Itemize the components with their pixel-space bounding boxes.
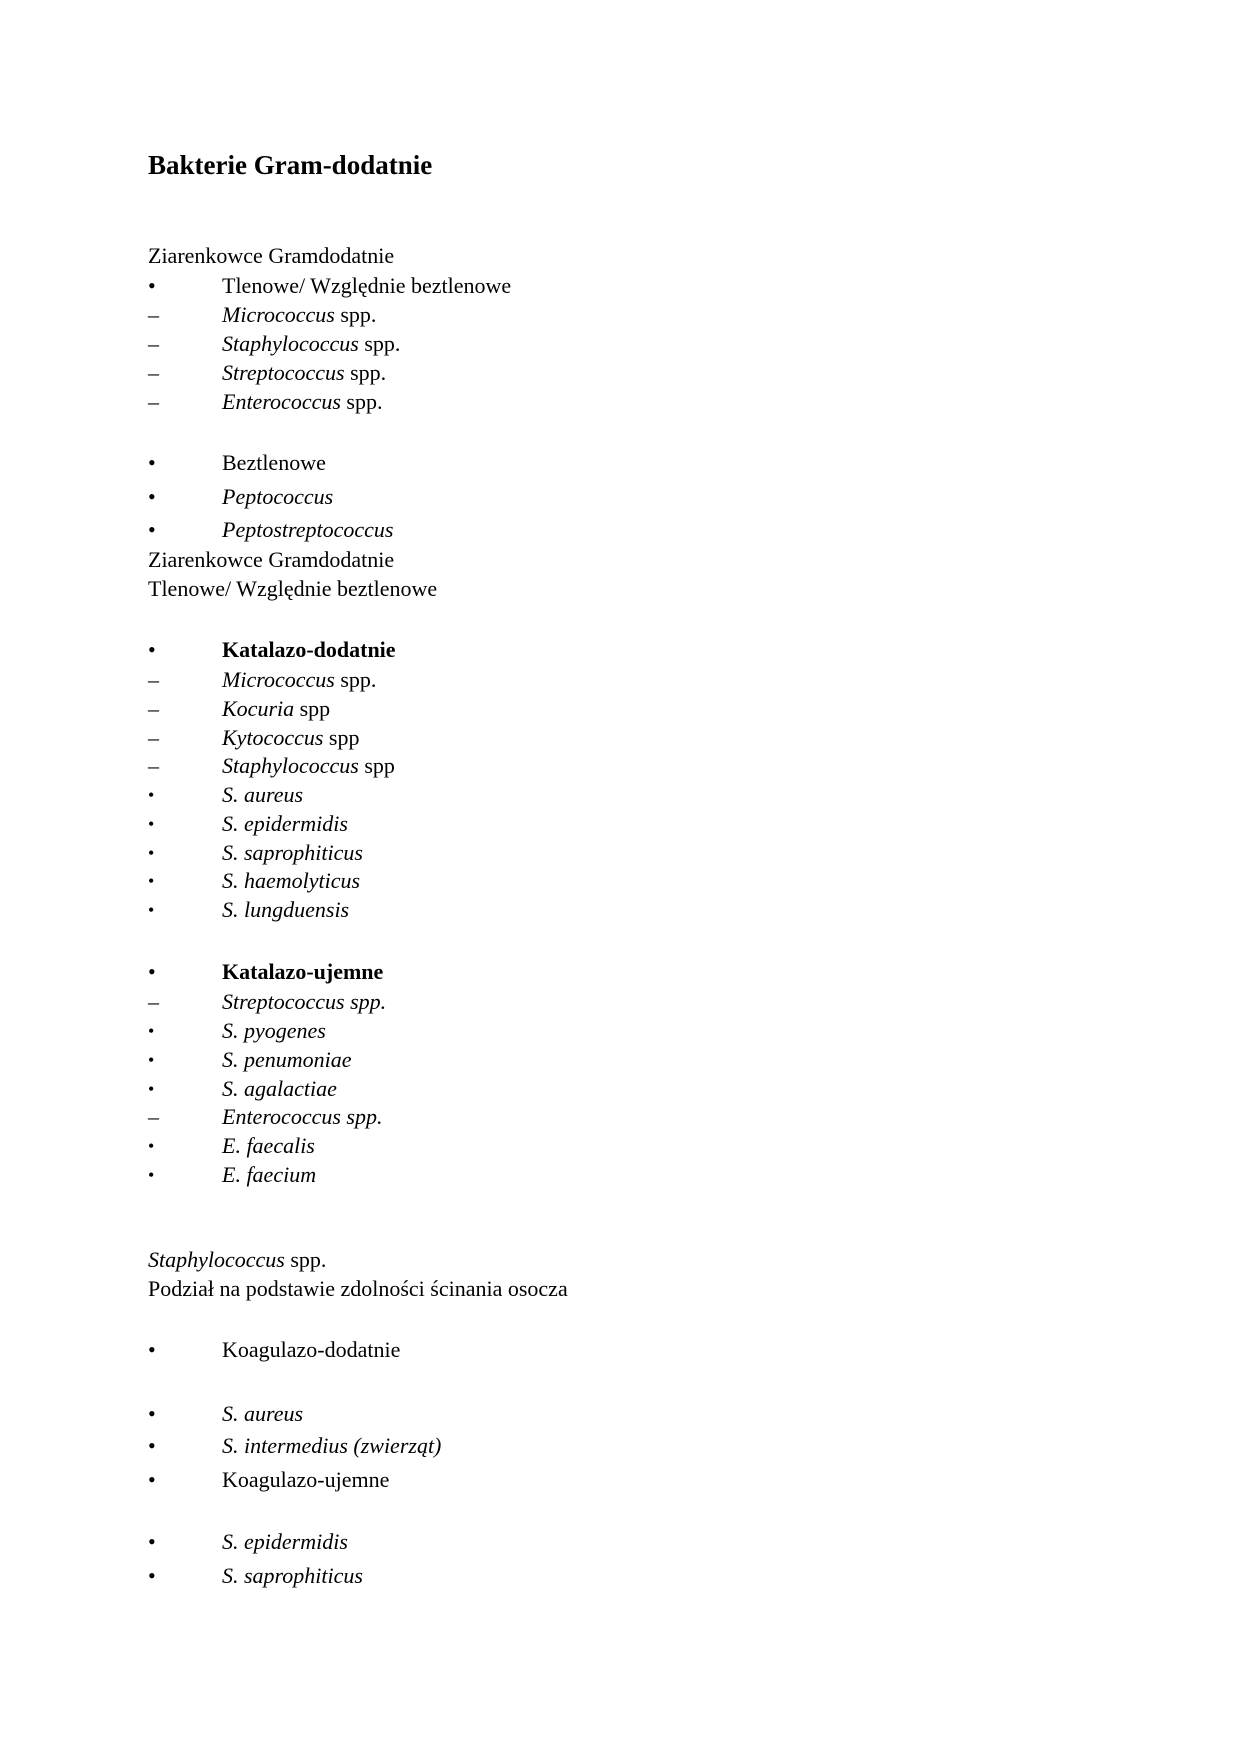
line-text (222, 839, 363, 867)
line-text (222, 1466, 389, 1494)
line-text (222, 781, 303, 809)
line-main-text: S. saprophiticus (222, 840, 363, 865)
line-text (222, 516, 393, 544)
bullet-marker: • (148, 959, 156, 984)
bullet-marker: • (148, 1563, 156, 1588)
dash-marker: – (148, 389, 159, 414)
bullet-marker: • (148, 1021, 155, 1041)
line-main-text: S. agalactiae (222, 1076, 337, 1101)
line-main-text: Micrococcus (222, 667, 335, 692)
line-main-text: Ziarenkowce Gramdodatnie (148, 243, 395, 268)
line-text (148, 546, 394, 574)
line-main-text: Katalazo-ujemne (222, 959, 384, 984)
line-main-text: Enterococcus (222, 389, 341, 414)
line-main-text: S. aureus (222, 782, 304, 807)
line-text (222, 1017, 326, 1045)
line-main-text: Tlenowe/ Względnie beztlenowe (148, 576, 438, 601)
line-main-text: Koagulazo-ujemne (222, 1467, 390, 1492)
line-main-text: S. saprophiticus (222, 1563, 363, 1588)
line-main-text: Kytococcus (222, 725, 324, 750)
dash-marker: – (148, 360, 159, 385)
line-text (222, 301, 376, 329)
dash-marker: – (148, 696, 159, 721)
bullet-marker: • (148, 900, 155, 920)
line-main-text: Podział na podstawie zdolności ścinania osocza (148, 1276, 568, 1301)
dash-marker: – (148, 302, 159, 327)
line-text (222, 1046, 352, 1074)
line-main-text: Staphylococcus (222, 753, 359, 778)
bullet-marker: • (148, 1529, 156, 1554)
bullet-marker: • (148, 871, 155, 891)
line-text (222, 958, 383, 986)
line-text (222, 724, 359, 752)
line-suffix-text: spp. (358, 331, 401, 356)
line-main-text: Tlenowe/ Względnie beztlenowe (222, 273, 512, 298)
line-text (222, 867, 360, 895)
line-text (222, 810, 348, 838)
line-text (222, 1432, 441, 1460)
line-main-text: Katalazo-dodatnie (222, 637, 396, 662)
line-main-text: S. lungduensis (222, 897, 350, 922)
bullet-marker: • (148, 637, 156, 662)
line-main-text: Staphylococcus (222, 331, 359, 356)
line-main-text: S. penumoniae (222, 1047, 352, 1072)
line-text (222, 695, 330, 723)
line-text (222, 1132, 315, 1160)
line-main-text: Kocuria (222, 696, 295, 721)
bullet-marker: • (148, 814, 155, 834)
line-main-text: S. pyogenes (222, 1018, 326, 1043)
line-text (222, 988, 386, 1016)
line-main-text: E. faecalis (222, 1133, 315, 1158)
bullet-marker: • (148, 1079, 155, 1099)
dash-marker: – (148, 1104, 159, 1129)
line-text (222, 1400, 303, 1428)
document-title: Bakterie Gram-dodatnie (148, 150, 433, 180)
line-text (222, 1528, 348, 1556)
line-suffix-text: spp (323, 725, 360, 750)
line-text (222, 330, 400, 358)
line-main-text: Streptococcus (222, 360, 345, 385)
bullet-marker: • (148, 785, 155, 805)
line-text (222, 359, 386, 387)
line-text (222, 1161, 316, 1189)
dash-marker: – (148, 753, 159, 778)
dash-marker: – (148, 989, 159, 1014)
line-main-text: Beztlenowe (222, 450, 326, 475)
line-suffix-text: spp. (334, 302, 377, 327)
bullet-marker: • (148, 843, 155, 863)
line-suffix-text: spp. (340, 389, 383, 414)
line-text (148, 242, 394, 270)
line-text (222, 636, 396, 664)
line-main-text: Peptococcus (222, 484, 334, 509)
bullet-marker: • (148, 1467, 156, 1492)
line-suffix-text: spp. (334, 667, 377, 692)
line-text (222, 388, 382, 416)
line-main-text: Micrococcus (222, 302, 335, 327)
bullet-marker: • (148, 1050, 155, 1070)
bullet-marker: • (148, 517, 156, 542)
line-text (148, 1246, 326, 1274)
bullet-marker: • (148, 273, 156, 298)
line-suffix-text: spp. (284, 1247, 327, 1272)
line-text (222, 752, 395, 780)
line-main-text: E. faecium (222, 1162, 317, 1187)
line-main-text: S. epidermidis (222, 811, 348, 836)
line-text (148, 575, 437, 603)
line-text (222, 1075, 337, 1103)
line-main-text: S. intermedius (zwierząt) (222, 1433, 442, 1458)
bullet-marker: • (148, 1136, 155, 1156)
line-text (222, 449, 326, 477)
dash-marker: – (148, 725, 159, 750)
line-text (222, 1336, 400, 1364)
bullet-marker: • (148, 1433, 156, 1458)
line-main-text: Staphylococcus (148, 1247, 285, 1272)
line-main-text: Streptococcus spp. (222, 989, 387, 1014)
bullet-marker: • (148, 1337, 156, 1362)
line-text (222, 1103, 382, 1131)
line-text (222, 272, 511, 300)
bullet-marker: • (148, 450, 156, 475)
dash-marker: – (148, 331, 159, 356)
line-main-text: Koagulazo-dodatnie (222, 1337, 401, 1362)
line-main-text: S. epidermidis (222, 1529, 348, 1554)
line-text (222, 1562, 363, 1590)
line-text (222, 483, 333, 511)
line-main-text: Enterococcus spp. (222, 1104, 383, 1129)
line-main-text: S. haemolyticus (222, 868, 361, 893)
line-suffix-text: spp (294, 696, 331, 721)
bullet-marker: • (148, 1401, 156, 1426)
line-text (222, 896, 349, 924)
line-text (222, 666, 376, 694)
line-suffix-text: spp (358, 753, 395, 778)
bullet-marker: • (148, 1165, 155, 1185)
line-suffix-text: spp. (344, 360, 387, 385)
line-text (148, 1275, 568, 1303)
dash-marker: – (148, 667, 159, 692)
bullet-marker: • (148, 484, 156, 509)
line-main-text: Peptostreptococcus (222, 517, 394, 542)
line-main-text: Ziarenkowce Gramdodatnie (148, 547, 395, 572)
line-main-text: S. aureus (222, 1401, 304, 1426)
